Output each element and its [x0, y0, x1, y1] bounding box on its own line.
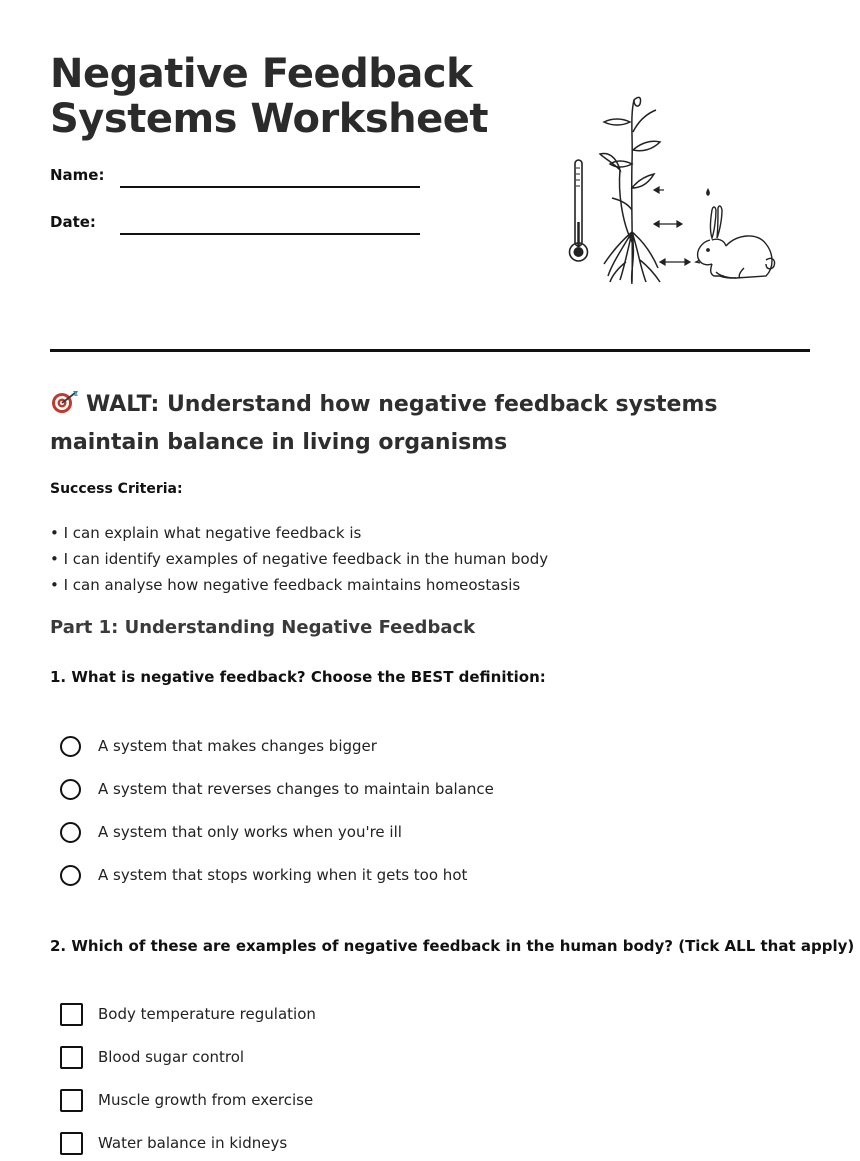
q1-option-2[interactable]: [60, 776, 494, 802]
radio-button[interactable]: [60, 779, 81, 800]
name-label: Name:: [50, 166, 105, 184]
success-criteria-list: [50, 520, 548, 598]
target-dart-icon: [50, 390, 80, 414]
checkbox[interactable]: [60, 1089, 83, 1112]
q2-option-3[interactable]: [60, 1087, 313, 1113]
question-2: 2. Which of these are examples of negative feedback in the human body? (Tick ALL that apply): [50, 937, 855, 955]
q2-option-2[interactable]: [60, 1044, 244, 1070]
q1-option-1[interactable]: [60, 733, 377, 759]
part1-heading: Part 1: Understanding Negative Feedback: [50, 617, 476, 638]
question-1: 1. What is negative feedback? Choose the BEST definition:: [50, 668, 546, 686]
option-label: A system that reverses changes to maintain balance: [98, 780, 494, 798]
worksheet-title: [50, 52, 520, 142]
checkbox[interactable]: [60, 1132, 83, 1155]
radio-button[interactable]: [60, 822, 81, 843]
title-line-1: Negative Feedback: [50, 51, 473, 97]
water-drop-icon: [706, 188, 710, 196]
radio-button[interactable]: [60, 865, 81, 886]
rabbit-icon: [696, 206, 775, 278]
date-field[interactable]: [120, 233, 420, 235]
option-label: A system that only works when you're ill: [98, 823, 402, 841]
ecosystem-illustration: [560, 92, 780, 292]
walt-heading: [50, 386, 810, 462]
q1-option-4[interactable]: [60, 862, 467, 888]
checkbox[interactable]: [60, 1003, 83, 1026]
option-label: Muscle growth from exercise: [98, 1091, 314, 1109]
radio-button[interactable]: [60, 736, 81, 757]
option-label: Blood sugar control: [98, 1048, 245, 1066]
thermometer-icon: [570, 160, 588, 261]
q1-option-3[interactable]: [60, 819, 402, 845]
name-field[interactable]: [120, 186, 420, 188]
criteria-item: • I can identify examples of negative feedback in the human body: [50, 550, 549, 568]
option-label: Body temperature regulation: [98, 1005, 316, 1023]
arrow-icon: [654, 187, 690, 265]
checkbox[interactable]: [60, 1046, 83, 1069]
section-divider: [50, 349, 810, 352]
option-label: A system that stops working when it gets too hot: [98, 866, 468, 884]
option-label: A system that makes changes bigger: [98, 737, 377, 755]
criteria-item: • I can analyse how negative feedback maintains homeostasis: [50, 576, 521, 594]
option-label: Water balance in kidneys: [98, 1134, 288, 1152]
plant-icon: [600, 97, 660, 284]
walt-text: WALT: Understand how negative feedback systems maintain balance in living organisms: [50, 392, 718, 455]
success-criteria-heading: Success Criteria:: [50, 481, 183, 497]
date-label: Date:: [50, 213, 96, 231]
title-line-2: Systems Worksheet: [50, 96, 489, 142]
criteria-item: • I can explain what negative feedback is: [50, 524, 362, 542]
q2-option-4[interactable]: [60, 1130, 287, 1156]
q2-option-1[interactable]: [60, 1001, 316, 1027]
